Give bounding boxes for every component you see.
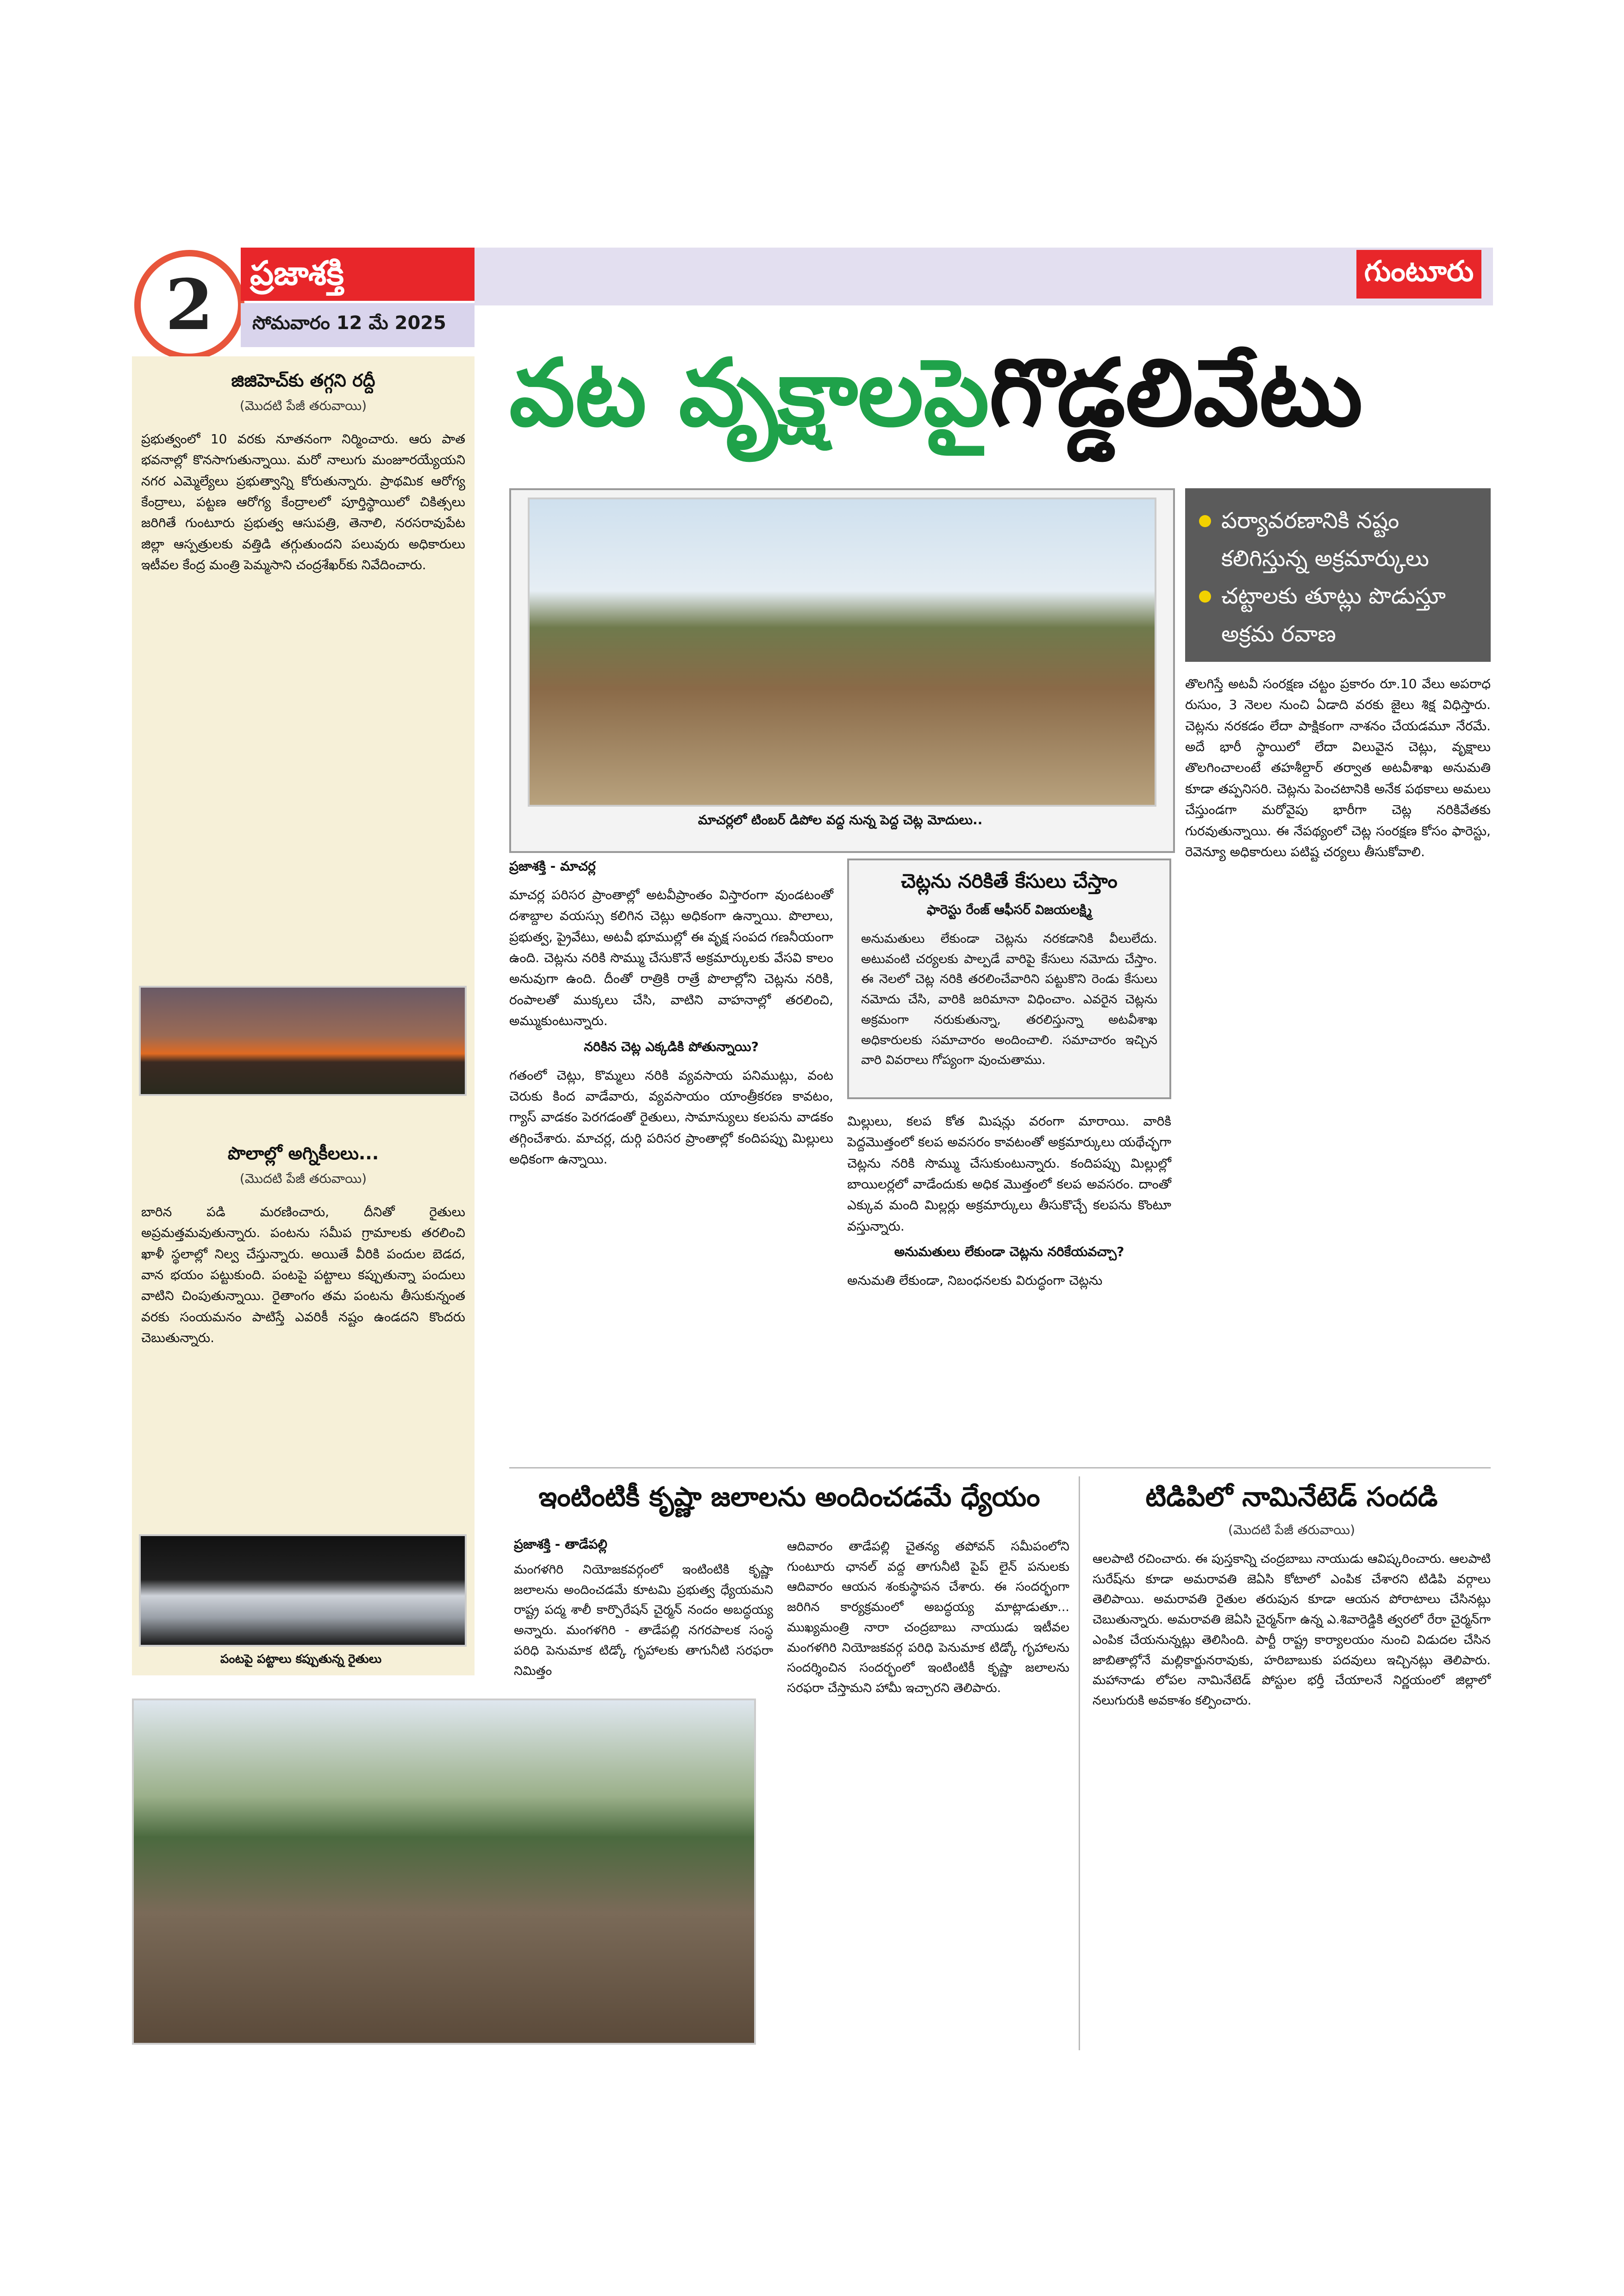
log-pile-photo xyxy=(528,498,1156,807)
city-tag: గుంటూరు xyxy=(1356,250,1481,299)
highlight-item: చట్టాలకు తూట్లు పొడుస్తూ అక్రమ రవాణ xyxy=(1199,578,1477,653)
krishna-col-1 xyxy=(514,1537,773,1681)
photo-caption: పంటపై పట్టాలు కప్పుతున్న రైతులు xyxy=(220,1652,382,1666)
subhead: అనుమతులు లేకుండా చెట్లను నరికేయవచ్చా? xyxy=(894,1244,1124,1260)
col-text: అనుమతి లేకుండా, నిబంధనలకు విరుద్ధంగా చెట్లను xyxy=(847,1273,1103,1288)
section-divider xyxy=(509,1467,1491,1468)
header-band xyxy=(475,248,1493,305)
story-title: పొలాల్లో అగ్నికీలలు... xyxy=(227,1143,379,1164)
col-text: మంగళగిరి నియోజకవర్గంలో ఇంటింటికి కృష్ణా జలాలను అందించడమే కూటమి ప్రభుత్వ ధ్యేయమని రాష్ట్ర పద్మ శాలీ కార్పొరేషన్ చైర్మన్ నందం అబద్ధయ్య అన్నారు. మంగళగిరి - తాడేపల్లి నగరపాలక సంస్థ పరిధి పెనుమాక టిడ్కో గృహాలకు తాగునీటి సరఫరా నిమిత్తం xyxy=(514,1562,773,1678)
col-text: ఆదివారం తాడేపల్లి చైతన్య తపోవన్ సమీపంలోని గుంటూరు ఛానల్ వద్ద తాగునీటి పైప్ లైన్ పనులకు ఆదివారం ఆయన శంకుస్థాపన చేశారు. ఈ సందర్భంగా జరిగిన కార్యక్రమంలో అబద్ధయ్య మాట్లాడుతూ... ముఖ్యమంత్రి నారా చంద్రబాబు నాయుడు ఇటీవల మంగళగిరి నియోజకవర్గ పరిధి పెనుమాక టిడ్కో గృహాలను సందర్శించిన సందర్భంలో ఇంటింటికీ కృష్ణా జలాలను సరఫరా చేస్తామని హామీ ఇచ్చారని తెలిపారు. xyxy=(787,1539,1069,1696)
story-title: జిజిహెచ్‌కు తగ్గని రద్దీ xyxy=(231,370,375,391)
bullet-icon xyxy=(1199,515,1211,527)
col-text: గతంలో చెట్లు, కొమ్మలు నరికి వ్యవసాయ పనిముట్లు, వంట చెరుకు కింద వాడేవారు, వ్యవసాయం యాంత్రీకరణ కావటం, గ్యాస్ వాడకం పెరగడంతో రైతులు, సామాన్యులు కలపను వాడకం తగ్గించేశారు. మాచర్ల, దుర్గి పరిసర ప్రాంతాల్లో కందిపప్పు మిల్లులు అధికంగా ఉన్నాయి. xyxy=(509,1067,833,1167)
sidebar-story-ggh xyxy=(141,370,465,576)
story-body: ప్రభుత్వంలో 10 వరకు నూతనంగా నిర్మించారు. ఆరు పాత భవనాల్లో కొనసాగుతున్నాయి. మరో నాలుగు మంజూరయ్యేయని నగర ఎమ్మెల్యేలు ప్రభుత్వాన్ని కోరుతున్నారు. ప్రాథమిక ఆరోగ్య కేంద్రాలు, పట్టణ ఆరోగ్య కేంద్రాలలో పూర్తిస్థాయిలో చికిత్సలు జరిగితే గుంటూరు ప్రభుత్వ ఆసుపత్రి, తెనాలి, నరసరావుపేట జిల్లా ఆస్పత్రులకు వత్తిడి తగ్గుతుందని పలువురు అధికారులు ఇటీవల కేంద్ర మంత్రి పెమ్మసాని చంద్రశేఖర్‌కు నివేదించారు. xyxy=(141,431,465,573)
tarp-photo xyxy=(139,1534,467,1647)
newspaper-brand: ప్రజాశక్తి xyxy=(250,254,344,292)
krishna-water-story xyxy=(509,1481,1069,1519)
highlights-box xyxy=(1185,488,1491,662)
page-number-badge xyxy=(134,250,244,360)
story-subtitle: (మొదటి పేజీ తరువాయి) xyxy=(239,398,367,413)
highlight-item: పర్యావరణానికి నష్టం కలిగిస్తున్న అక్రమార్కులు xyxy=(1199,502,1477,578)
nominated-story xyxy=(1093,1481,1491,1711)
col-text: మాచర్ల పరిసర ప్రాంతాల్లో అటవీప్రాంతం విస్తారంగా వుండటంతో దశాబ్దాల వయస్సు కలిగిన చెట్లు అధికంగా ఉన్నాయి. పొలాలు, ప్రభుత్వ, ప్రైవేటు, అటవీ భూముల్లో ఈ వృక్ష సంపద గణనీయంగా ఉంది. చెట్లను నరికి సొమ్ము చేసుకొనే అక్రమార్కులకు వేసవి కాలం అనువుగా ఉంది. దీంతో రాత్రికి రాత్రే పొలాల్లోని చెట్లను నరికి, రంపాలతో ముక్కలు చేసి, వాటిని వాహనాల్లో తరలించి, అమ్ముకుంటున్నారు. xyxy=(509,887,833,1029)
story-body: బారిన పడి మరణించారు, దీనితో రైతులు అప్రమత్తమవుతున్నారు. పంటను సమీప గ్రామాలకు తరలించి ఖాళీ స్థలాల్లో నిల్వ చేస్తున్నారు. అయితే వీరికి పందుల బెడద, వాన భయం పట్టుకుంది. పంటపై పట్టాలు కప్పుతున్నా పందులు వాటిని చింపుతున్నాయి. రైతాంగం తమ పంటను తీసుకున్నంత వరకు సంయమనం పాటిస్తే ఎవరికీ నష్టం ఉండదని కొందరు చెబుతున్నారు. xyxy=(141,1204,465,1346)
story-title: టిడిపిలో నామినేటెడ్ సందడి xyxy=(1145,1481,1438,1512)
story-body: ఆలపాటి రచించారు. ఈ పుస్తకాన్ని చంద్రబాబు నాయుడు ఆవిష్కరించారు. ఆలపాటి సురేష్‌ను కూడా అమరావతి జెఏసి కోటాలో ఎంపిక చేశారని టిడిపి వర్గాలు తెలిపాయి. అమరావతి రైతుల తరుపున కూడా ఆయన పోరాటాలు చేసినట్లు చెబుతున్నారు. అమరావతి జెఏసి చైర్మన్‌గా ఉన్న ఎ.శివారెడ్డికి త్వరలో రేరా చైర్మన్‌గా ఎంపిక చేయనున్నట్లు తెలిసింది. పార్టీ రాష్ట్ర కార్యాలయం నుంచి విడుదల చేసిన జాబితాల్లోనే మల్లికార్జునరావుకు, హరిబాబుకు పదవులు ఇచ్చినట్లు తెలిపారు. మహానాడు లోపల నామినేటెడ్ పోస్టుల భర్తీ చేయాలనే నిర్ణయంలో జిల్లాలో నలుగురుకి అవకాశం కల్పించారు. xyxy=(1093,1552,1491,1708)
box-title: చెట్లను నరికితే కేసులు చేస్తాం xyxy=(901,870,1118,892)
box-text: అనుమతులు లేకుండా చెట్లను నరకడానికి వీలులేదు. అటువంటి చర్యలకు పాల్పడే వారిపై కేసులు నమోదు చేస్తాం. ఈ నెలలో చెట్ల నరికి తరలించేవారిని పట్టుకొని రెండు కేసులు నమోదు చేసి, వారికి జరిమానా విధించాం. ఎవరైన చెట్లను అక్రమంగా నరుకుతున్నా, తరలిస్తున్నా అటవీశాఖ అధికారులకు సమాచారం అందించాలి. సమాచారం ఇచ్చిన వారి వివరాలు గోప్యంగా వుంచుతాము. xyxy=(861,932,1157,1068)
dateline: ప్రజాశక్తి - మాచర్ల xyxy=(509,859,596,874)
col-text: మిల్లులు, కలప కోత మిషన్లు వరంగా మారాయి. వారికి పెద్దమొత్తంలో కలప అవసరం కావటంతో అక్రమార్కులు యథేచ్ఛగా చెట్లను నరికి సొమ్ము చేసుకుంటున్నారు. కందిపప్పు మిల్లుల్లో బాయిలర్లలో వాడేందుకు అధిక మొత్తంలో కలప అవసరం. దాంతో ఎక్కువ మంది మిల్లర్లు అక్రమార్కులు తీసుకొచ్చే కలపను కొంటూ వస్తున్నారు. xyxy=(847,1114,1171,1234)
story-title: ఇంటింటికీ కృష్ణా జలాలను అందించడమే ధ్యేయం xyxy=(538,1481,1040,1512)
main-col-3 xyxy=(1185,673,1491,862)
headline-part1: వట వృక్షాలపై xyxy=(509,339,989,447)
krishna-col-2 xyxy=(787,1537,1069,1699)
main-headline xyxy=(509,333,1491,454)
column-divider xyxy=(1079,1476,1080,2050)
ceremony-photo xyxy=(132,1699,756,2045)
sidebar-story-fire xyxy=(141,1143,465,1349)
bullet-icon xyxy=(1199,591,1211,603)
page-number: 2 xyxy=(165,264,214,346)
story-subtitle: (మొదటి పేజీ తరువాయి) xyxy=(1228,1522,1355,1537)
story-subtitle: (మొదటి పేజీ తరువాయి) xyxy=(239,1171,367,1186)
field-fire-photo xyxy=(139,986,467,1096)
box-subtitle: ఫారెస్టు రేంజ్ ఆఫీసర్ విజయలక్ష్మి xyxy=(926,902,1092,917)
col-text: తొలగిస్తే అటవీ సంరక్షణ చట్టం ప్రకారం రూ.10 వేలు అపరాధ రుసుం, 3 నెలల నుంచి ఏడాది వరకు జైలు శిక్ష విధిస్తారు. చెట్లను నరకడం లేదా పాక్షికంగా నాశనం చేయడమూ నేరమే. అదే భారీ స్థాయిలో లేదా విలువైన చెట్లు, వృక్షాలు తొలగించాలంటే తహశీల్దార్ తర్వాత అటవీశాఖ అనుమతి కూడా తప్పనిసరి. చెట్లను పెంచటానికి అనేక పథకాలు అమలు చేస్తుండగా మరోవైపు భారీగా చెట్ల నరికివేతకు గురవుతున్నాయి. ఈ నేపథ్యంలో చెట్ల సంరక్షణ కోసం ఫారెస్టు, రెవెన్యూ అధికారులు పటిష్ట చర్యలు తీసుకోవాలి. xyxy=(1185,676,1491,859)
issue-date: సోమవారం 12 మే 2025 xyxy=(252,312,446,334)
dateline: ప్రజాశక్తి - తాడేపల్లి xyxy=(514,1537,607,1552)
main-photo-caption: మాచర్లలో టింబర్ డిపోల వద్ద నున్న పెద్ద చెట్ల మోదులు.. xyxy=(698,812,983,828)
main-col-1 xyxy=(509,859,833,1170)
officer-quote-box xyxy=(847,859,1171,1099)
headline-part2: గొడ్డలివేటు xyxy=(989,339,1363,447)
main-col-2 xyxy=(847,1111,1171,1291)
subhead: నరికిన చెట్ల ఎక్కడికి పోతున్నాయి? xyxy=(584,1039,759,1054)
